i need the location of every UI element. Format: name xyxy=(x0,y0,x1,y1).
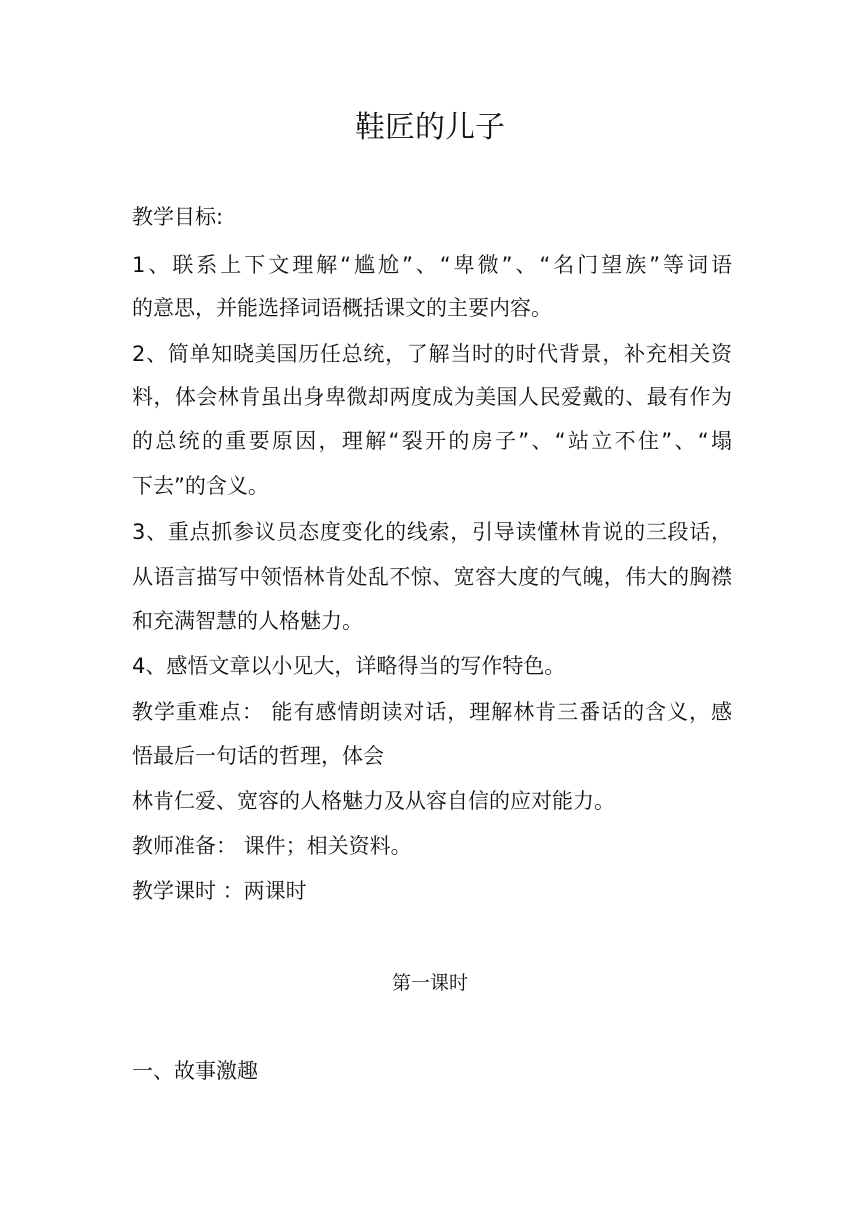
objective-2-line-3: 的总统的重要原因，理解“裂开的房子”、“站立不住”、“塌 xyxy=(132,429,732,453)
lesson-heading: 第一课时 xyxy=(391,972,468,994)
objective-1-line-1: 1、联系上下文理解“尴尬”、“卑微”、“名门望族”等词语 xyxy=(132,253,732,277)
objective-2-line-1: 2、简单知晓美国历任总统，了解当时的时代背景，补充相关资 xyxy=(132,342,732,366)
objective-3-line-1: 3、重点抓参议员态度变化的线索，引导读懂林肯说的三段话， xyxy=(132,520,732,544)
class-hours: 教学课时 ：两课时 xyxy=(132,879,307,903)
objective-4-line-1: 4、感悟文章以小见大，详略得当的写作特色。 xyxy=(132,654,566,678)
document-title: 鞋匠的儿子 xyxy=(355,110,505,145)
teacher-preparation: 教师准备： 课件；相关资料。 xyxy=(132,834,412,858)
key-points-line-2: 悟最后一句话的哲理，体会 xyxy=(132,744,384,768)
key-points-line-1: 教学重难点： 能有感情朗读对话，理解林肯三番话的含义，感 xyxy=(132,700,732,724)
objective-3-line-3: 和充满智慧的人格魅力。 xyxy=(132,609,363,633)
section-1-heading: 一、故事激趣 xyxy=(132,1059,258,1083)
objective-2-line-4: 下去”的含义。 xyxy=(132,474,269,498)
objectives-heading: 教学目标: xyxy=(132,205,224,229)
objective-1-line-2: 的意思，并能选择词语概括课文的主要内容。 xyxy=(132,296,552,320)
objective-3-line-2: 从语言描写中领悟林肯处乱不惊、宽容大度的气魄，伟大的胸襟 xyxy=(132,565,732,589)
objective-2-line-2: 料，体会林肯虽出身卑微却两度成为美国人民爱戴的、最有作为 xyxy=(132,385,732,409)
key-points-line-3: 林肯仁爱、宽容的人格魅力及从容自信的应对能力。 xyxy=(132,789,615,813)
